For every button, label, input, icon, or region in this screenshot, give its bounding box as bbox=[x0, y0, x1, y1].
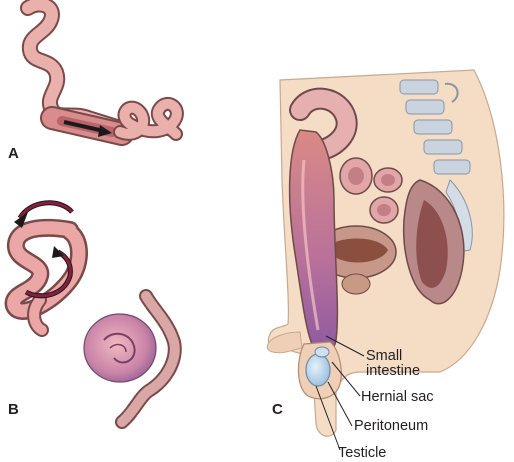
panel-a-intestine bbox=[28, 4, 177, 134]
label-small-intestine bbox=[366, 349, 420, 379]
panel-label-c: C bbox=[272, 401, 283, 418]
label-small-intestine-line2: intestine bbox=[366, 363, 421, 380]
panel-b-volvulus-mass bbox=[84, 296, 175, 422]
panel-label-a: A bbox=[8, 145, 19, 162]
label-testicle: Testicle bbox=[338, 445, 387, 461]
panel-c-scrotum bbox=[298, 342, 341, 399]
panel-label-b: B bbox=[8, 401, 19, 418]
label-hernial-sac: Hernial sac bbox=[361, 389, 434, 405]
label-peritoneum: Peritoneum bbox=[354, 418, 429, 434]
label-small-intestine-line1: Small bbox=[366, 348, 403, 364]
